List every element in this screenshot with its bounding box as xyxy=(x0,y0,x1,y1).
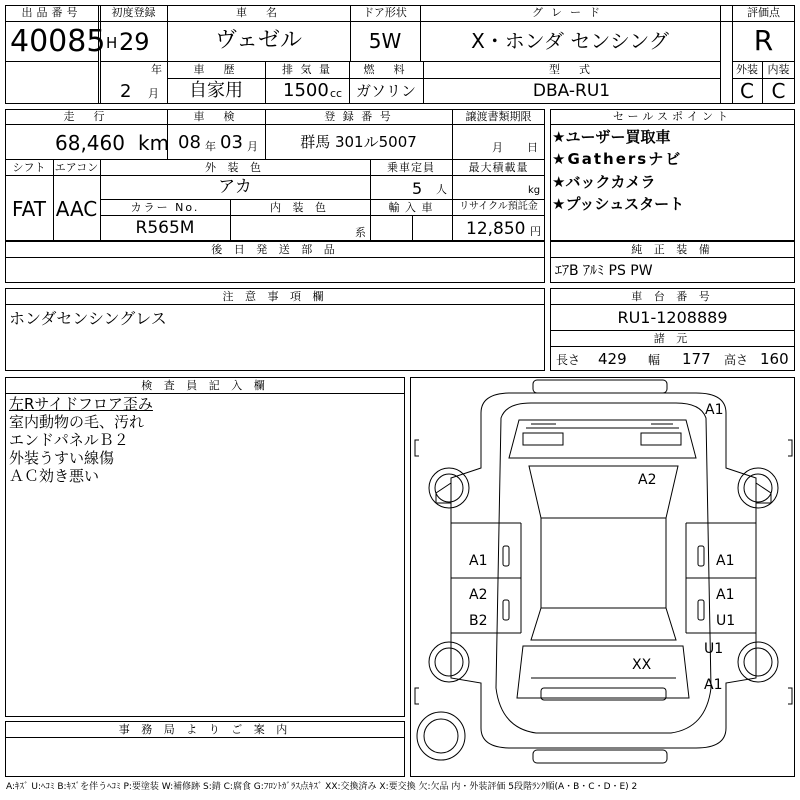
damage-mark: B2 xyxy=(469,613,488,629)
damage-mark: A2 xyxy=(638,472,657,488)
displacement: 1500 xyxy=(283,80,329,101)
inspection-year-unit: 年 xyxy=(205,140,216,153)
damage-mark: A1 xyxy=(716,587,735,603)
car-name: ヴェゼル xyxy=(214,28,303,53)
capacity-label: 乗車定員 xyxy=(387,161,435,174)
first-reg-label: 初度登録 xyxy=(111,6,156,19)
grade-label: グレード xyxy=(532,6,608,19)
equipment-list: ｴｱB ｱﾙﾐ PS PW xyxy=(555,263,653,279)
displacement-label: 排 気 量 xyxy=(282,63,332,76)
capacity-unit: 人 xyxy=(436,183,447,196)
inspection-year: 08 xyxy=(178,132,201,153)
mileage-unit: km xyxy=(138,131,170,155)
mileage-label: 走 行 xyxy=(63,110,109,123)
damage-mark: U1 xyxy=(716,613,736,629)
color-no-label: カラー No. xyxy=(130,201,200,214)
transfer-month-unit: 月 xyxy=(492,141,503,154)
body-color: アカ xyxy=(218,177,252,197)
history-label: 車 歴 xyxy=(193,63,239,76)
inspection-label: 車 検 xyxy=(193,110,239,123)
displacement-unit: cc xyxy=(330,87,343,100)
chassis-label: 車 台 番 号 xyxy=(631,290,714,303)
year-unit: 年 xyxy=(151,63,162,76)
damage-mark: A2 xyxy=(469,587,488,603)
month-unit: 月 xyxy=(148,87,159,100)
model-label: 型 式 xyxy=(549,63,594,76)
sales-point-item: ★ユーザー買取車 xyxy=(552,128,671,146)
ac: AAC xyxy=(55,197,98,221)
import-label: 輸 入 車 xyxy=(388,201,434,214)
score: R xyxy=(753,24,774,57)
sales-point-item: ★プッシュスタート xyxy=(552,195,685,213)
recycle-fee: 12,850 xyxy=(466,219,526,239)
plate-number: 群馬 301ル5007 xyxy=(300,133,417,151)
sales-point-item: ★Gathersナビ xyxy=(552,150,683,168)
dims-label: 諸 元 xyxy=(653,332,692,345)
grade: X・ホンダ センシング xyxy=(471,29,669,53)
width-label: 幅 xyxy=(648,353,661,367)
era: H xyxy=(106,34,118,52)
inspector-line: 左Rサイドフロア歪み xyxy=(9,395,153,413)
later-parts-label: 後 日 発 送 部 品 xyxy=(211,243,339,256)
inspector-line: エンドパネルＢ２ xyxy=(9,431,129,449)
car-diagram xyxy=(410,377,795,777)
inspection-month: 03 xyxy=(220,132,243,153)
chassis-number: RU1-1208889 xyxy=(617,308,728,327)
notes-text: ホンダセンシングレス xyxy=(9,309,167,328)
load-label: 最大積載量 xyxy=(468,161,529,174)
door-label: ドア形状 xyxy=(363,6,407,19)
first-reg-month: 2 xyxy=(120,81,132,102)
inspector-line: ＡＣ効き悪い xyxy=(9,467,100,485)
recycle-unit: 円 xyxy=(530,225,541,238)
damage-mark: A1 xyxy=(716,553,735,569)
fuel-label: 燃 料 xyxy=(363,63,409,76)
load-unit: kg xyxy=(528,185,541,196)
length-value: 429 xyxy=(598,350,627,368)
car-name-label: 車 名 xyxy=(236,6,281,19)
transfer-label: 譲渡書類期限 xyxy=(465,110,532,123)
damage-mark: U1 xyxy=(704,641,724,657)
mileage: 68,460 xyxy=(55,131,125,155)
legend: A:ｷｽﾞ U:ﾍｺﾐ B:ｷｽﾞを伴うﾍｺﾐ P:要塗装 W:補修跡 S:錆 C:腐食 G:ﾌﾛﾝﾄｶﾞﾗｽ点ｷｽﾞ XX:交換済み X:要交換 欠:欠品 内・外装評価 5段階ﾗﾝｸ順(A・B・C・D・E) 2 xyxy=(6,782,638,792)
shift-label: シフト xyxy=(12,161,46,174)
exterior-label: 外装 xyxy=(736,63,758,76)
notes-label: 注 意 事 項 欄 xyxy=(222,290,328,303)
sales-point-item: ★バックカメラ xyxy=(552,173,656,191)
model: DBA-RU1 xyxy=(532,81,611,101)
plate-label: 登 録 番 号 xyxy=(324,110,393,123)
door-type: 5W xyxy=(368,29,402,53)
interior-color-label: 内 装 色 xyxy=(270,201,330,214)
lot-number: 40085 xyxy=(10,24,106,59)
shift: FAT xyxy=(11,197,46,221)
lot-label: 出品番号 xyxy=(21,6,82,19)
transfer-day-unit: 日 xyxy=(527,141,538,154)
equipment-label: 純 正 装 備 xyxy=(631,243,714,256)
length-label: 長さ xyxy=(556,353,581,367)
damage-mark: XX xyxy=(632,657,652,673)
damage-mark: A1 xyxy=(705,402,724,418)
inspector-label: 検 査 員 記 入 欄 xyxy=(141,379,269,392)
ac-label: エアコン xyxy=(54,161,99,174)
first-reg-year: 29 xyxy=(119,28,150,56)
sales-points-label: セールスポイント xyxy=(612,110,732,123)
exterior-score: C xyxy=(740,79,754,103)
recycle-label: リサイクル預託金 xyxy=(459,201,538,212)
inspection-month-unit: 月 xyxy=(247,140,258,153)
color-label: 外 装 色 xyxy=(205,161,265,174)
interior-label: 内装 xyxy=(767,63,790,76)
inspector-line: 外装うすい線傷 xyxy=(9,449,115,467)
height-value: 160 xyxy=(760,350,789,368)
history: 自家用 xyxy=(189,80,243,101)
damage-mark: A1 xyxy=(469,553,488,569)
height-label: 高さ xyxy=(724,353,749,367)
inspector-line: 室内動物の毛、汚れ xyxy=(9,413,145,431)
width-value: 177 xyxy=(682,350,711,368)
interior-color-unit: 系 xyxy=(355,226,366,239)
car-outline xyxy=(411,378,794,776)
interior-score: C xyxy=(771,79,786,103)
office-label: 事 務 局 よ り ご 案 内 xyxy=(118,723,292,736)
damage-mark: A1 xyxy=(704,677,723,693)
fuel: ガソリン xyxy=(355,82,416,100)
color-number: R565M xyxy=(135,218,195,238)
score-label: 評価点 xyxy=(747,6,780,19)
capacity: 5 xyxy=(412,179,423,198)
